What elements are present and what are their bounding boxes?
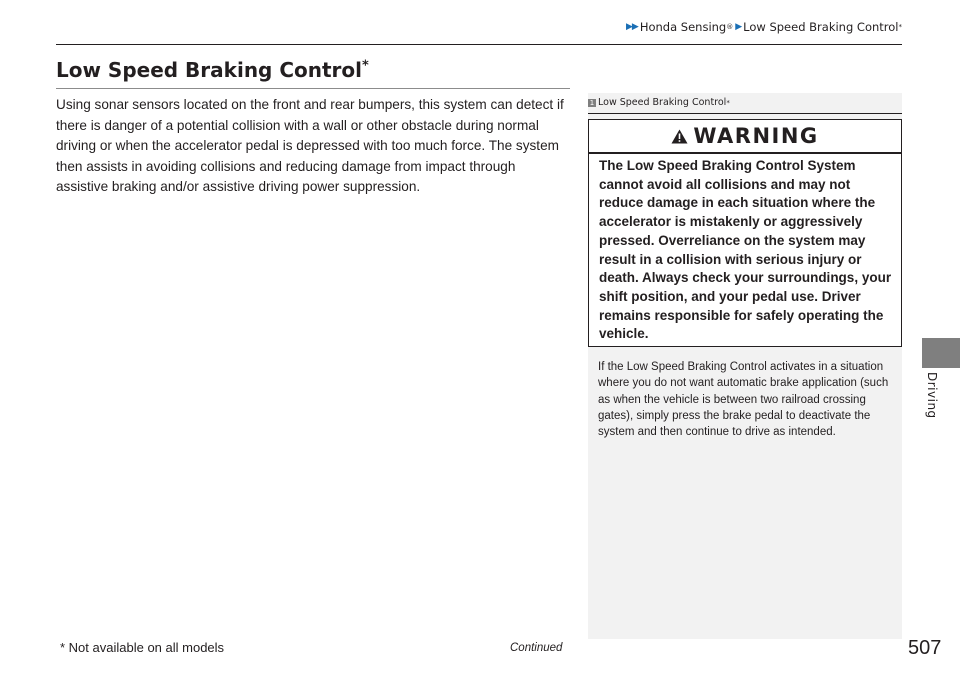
- breadcrumb-parent[interactable]: Honda Sensing: [639, 20, 727, 34]
- warning-heading: [589, 124, 901, 148]
- reference-number-icon: 1: [589, 98, 595, 107]
- title-footnote-mark: *: [362, 58, 369, 74]
- warning-triangle-icon: [671, 129, 688, 144]
- footnote-mark: *: [898, 23, 902, 31]
- sidebar-header-divider: [588, 113, 902, 114]
- right-arrow-icon: ▶: [735, 22, 742, 32]
- warning-box: [588, 119, 902, 347]
- warning-title: WARNING: [693, 124, 819, 148]
- page-number: 507: [908, 637, 942, 659]
- sidebar-header: [588, 97, 902, 108]
- sidebar-note: If the Low Speed Braking Control activates in a situation where you do not want automatic brake application (such as when the vehicle is between two railroad crossing gates), simply press the brake pedal to deactivate the system and then continue to drive as intended.: [598, 361, 889, 439]
- page-title: [56, 58, 369, 82]
- registered-mark: ®: [726, 23, 734, 31]
- header-divider: [56, 44, 902, 45]
- breadcrumb: [624, 20, 902, 34]
- sidebar-header-text: Low Speed Braking Control: [598, 97, 727, 108]
- page-title-text: Low Speed Braking Control: [56, 58, 363, 82]
- section-tab-label: Driving: [925, 372, 939, 419]
- continued-label: Continued: [510, 642, 563, 654]
- title-divider: [56, 88, 570, 89]
- body-paragraph: Using sonar sensors located on the front and rear bumpers, this system can detect if there is danger of a potential collision with a wall or other obstacle during normal driving or when the accelerator pedal is depressed with too much force. The system then assists in avoiding collisions and reducing damage from impact through assistive braking and/or assistive driving power suppression.: [56, 97, 564, 195]
- double-right-arrow-icon: ▶▶: [625, 22, 638, 32]
- breadcrumb-current: Low Speed Braking Control: [743, 20, 899, 34]
- footnote: * Not available on all models: [60, 640, 225, 655]
- section-tab[interactable]: [922, 338, 960, 368]
- sidebar-header-mark: *: [726, 98, 730, 107]
- warning-text: The Low Speed Braking Control System cannot avoid all collisions and may not reduce damage in each situation where the accelerator is mistakenly or aggressively pressed. Overreliance on the system may result in a collision with serious injury or death. Always check your surroundings, your shift position, and your pedal use. Driver remains responsible for safely operating the vehicle.: [599, 158, 892, 342]
- warning-divider: [589, 152, 901, 154]
- sidebar-panel: [588, 93, 902, 639]
